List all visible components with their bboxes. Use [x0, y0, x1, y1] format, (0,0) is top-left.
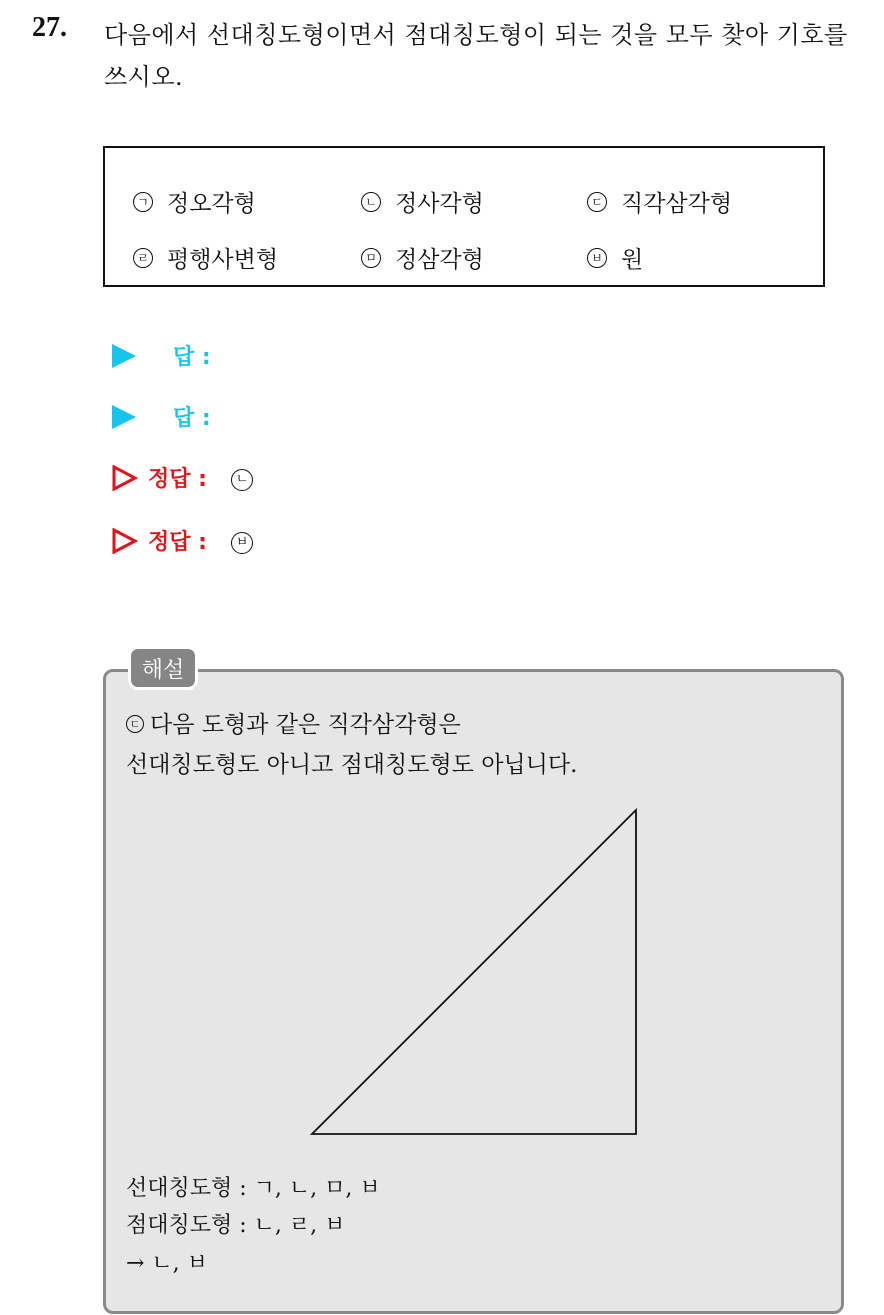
choice-label: 직각삼각형 — [621, 191, 733, 217]
answer-blank-row — [112, 340, 211, 371]
correct-answer-label: 정답 : — [148, 530, 207, 555]
right-triangle-shape — [312, 810, 636, 1134]
correct-answer-row — [112, 462, 253, 493]
explanation-line-2: 선대칭도형도 아니고 점대칭도형도 아닙니다. — [126, 752, 578, 778]
explanation-mark: ㄷ — [126, 715, 144, 733]
choice-mark: ㄷ — [587, 192, 607, 212]
correct-answer-value — [231, 527, 253, 554]
choice-label: 정사각형 — [395, 191, 484, 217]
choices-box — [103, 146, 825, 287]
correct-answer-row — [112, 525, 253, 556]
choice-mark: ㅁ — [361, 248, 381, 268]
choice-label: 정삼각형 — [395, 247, 484, 273]
choice-mark: ㄴ — [361, 192, 381, 212]
outline-arrow-icon — [112, 528, 138, 554]
choice-label: 정오각형 — [167, 191, 256, 217]
line-symmetry-summary: 선대칭도형 : ㄱ, ㄴ, ㅁ, ㅂ — [126, 1176, 381, 1201]
play-arrow-icon — [112, 405, 136, 429]
choice-item — [587, 185, 732, 218]
choice-item — [361, 185, 484, 218]
final-answer-summary: → ㄴ, ㅂ — [126, 1251, 208, 1276]
explanation-line-1 — [126, 706, 461, 739]
answer-blank-row — [112, 401, 211, 432]
answer-label: 답 : — [173, 345, 211, 370]
explanation-text: 다음 도형과 같은 직각삼각형은 — [150, 712, 461, 738]
question-number: 27. — [32, 12, 67, 43]
outline-arrow-icon — [112, 465, 138, 491]
correct-answer-value — [231, 464, 253, 491]
choice-item — [133, 241, 278, 274]
answer-mark: ㄴ — [231, 469, 253, 491]
answer-mark: ㅂ — [231, 532, 253, 554]
choice-label: 평행사변형 — [167, 247, 279, 273]
correct-answer-label: 정답 : — [148, 467, 207, 492]
answer-label: 답 : — [173, 406, 211, 431]
choice-label: 원 — [621, 247, 644, 273]
choice-mark: ㅂ — [587, 248, 607, 268]
play-arrow-icon — [112, 344, 136, 368]
explanation-tab: 해설 — [128, 646, 198, 690]
point-symmetry-summary: 점대칭도형 : ㄴ, ㄹ, ㅂ — [126, 1213, 346, 1238]
right-triangle-figure — [305, 805, 645, 1140]
choice-mark: ㄱ — [133, 192, 153, 212]
choice-item — [361, 241, 484, 274]
choice-item — [133, 185, 256, 218]
question-text: 다음에서 선대칭도형이면서 점대칭도형이 되는 것을 모두 찾아 기호를 쓰시오. — [104, 21, 848, 91]
choice-item — [587, 241, 643, 274]
choice-mark: ㄹ — [133, 248, 153, 268]
